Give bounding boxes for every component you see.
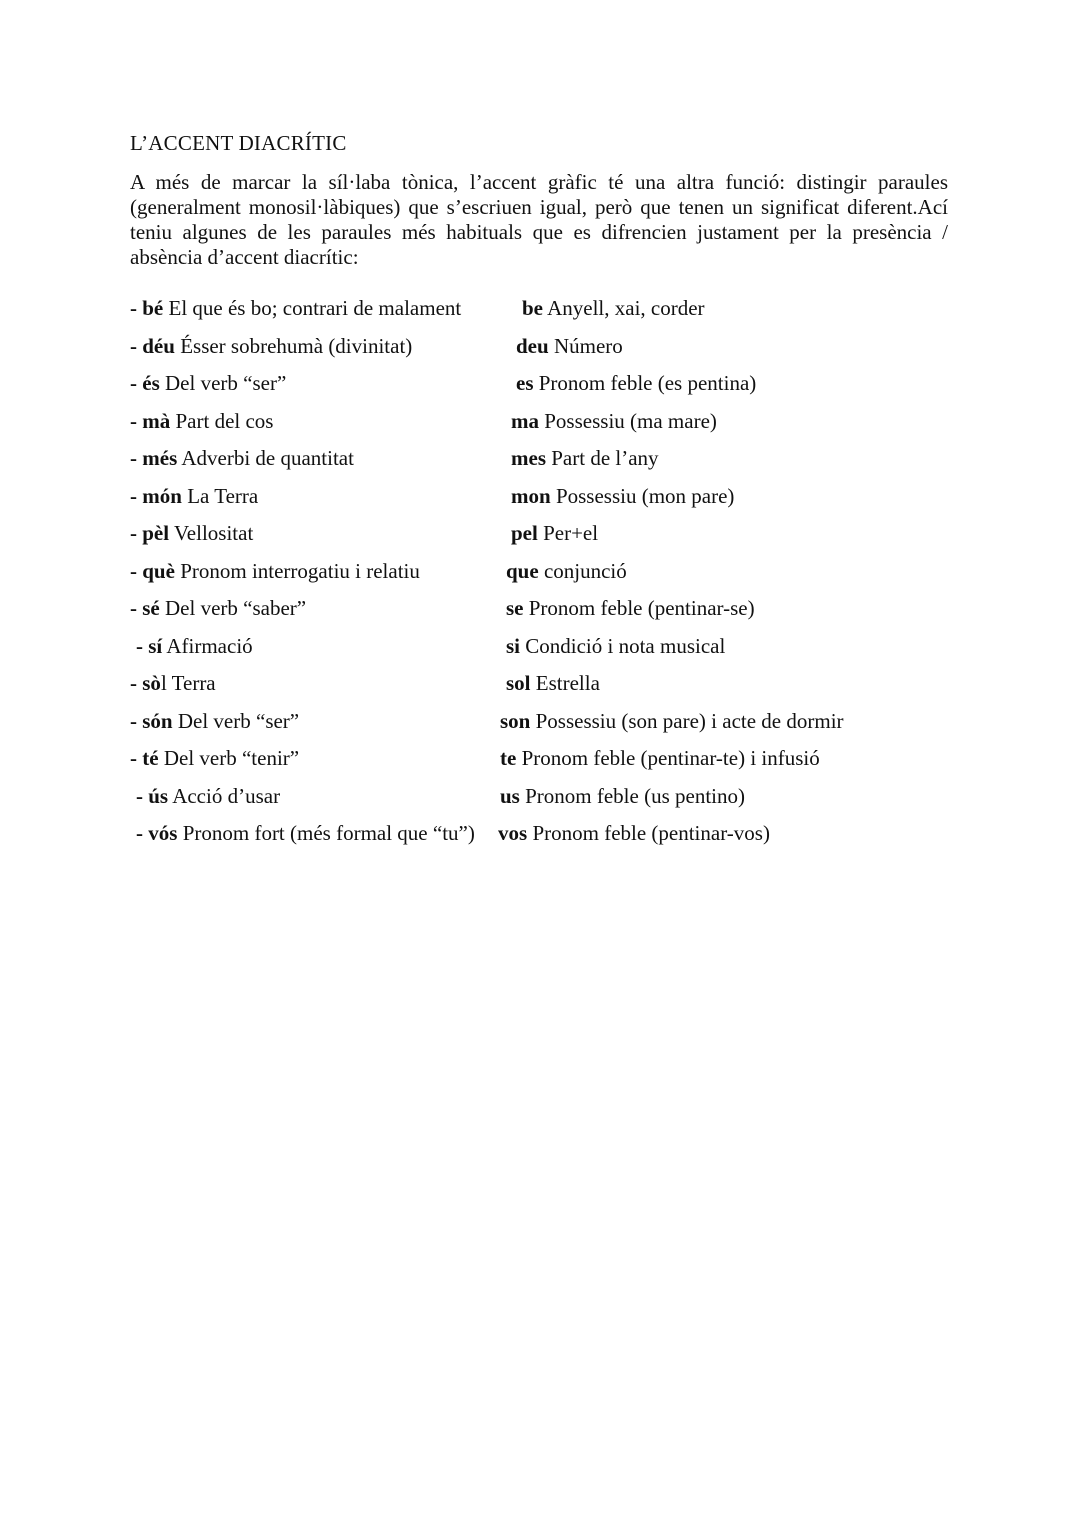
- pair-row: [130, 481, 948, 519]
- intro-paragraph: A més de marcar la síl·laba tònica, l’accent gràfic té una altra funció: distingir paraules (generalment monosil·làbiques) que s’escriuen igual, però que tenen un significat diferent.Ací teniu algunes de les paraules més habituals que es difrencien justament per la presència / absència d’accent diacrític:: [130, 170, 948, 269]
- pair-row: [130, 518, 948, 556]
- accented-word: sí: [148, 633, 163, 658]
- accented-definition: Part del cos: [170, 408, 274, 433]
- plain-entry: [511, 406, 717, 436]
- accented-entry: - pèl Vellositat: [130, 521, 254, 545]
- plain-entry: [506, 668, 600, 698]
- accented-word: més: [142, 446, 178, 470]
- plain-entry: [522, 293, 705, 323]
- plain-definition: Per+el: [537, 521, 599, 545]
- pair-row: [130, 668, 948, 706]
- accented-entry: - món La Terra: [130, 483, 259, 508]
- plain-definition: Condició i nota musical: [520, 633, 726, 658]
- accented-definition: Vellositat: [169, 521, 254, 545]
- accented-definition: Del verb “saber”: [159, 596, 307, 620]
- plain-definition: conjunció: [538, 558, 627, 583]
- plain-definition: Pronom feble (pentinar-se): [523, 596, 755, 620]
- accented-word: déu: [142, 333, 175, 358]
- plain-definition: Pronom feble (es pentina): [533, 371, 757, 395]
- plain-entry: [506, 631, 725, 661]
- plain-word: te: [500, 746, 517, 770]
- plain-word: es: [516, 371, 534, 395]
- accented-definition: Afirmació: [162, 633, 253, 658]
- plain-entry: [500, 743, 820, 773]
- accented-entry: - bé El que és bo; contrari de malament: [130, 296, 462, 320]
- plain-entry: [511, 443, 659, 473]
- accented-word: té: [142, 746, 159, 770]
- plain-entry: [511, 481, 734, 511]
- accented-entry: - té Del verb “tenir”: [130, 746, 300, 770]
- accented-entry: - sòl Terra: [130, 671, 216, 695]
- pair-row: [130, 743, 948, 781]
- accented-definition: Del verb “tenir”: [158, 746, 300, 770]
- accented-word: sé: [142, 596, 160, 620]
- accented-word: món: [142, 483, 182, 508]
- accented-entry: - són Del verb “ser”: [130, 708, 300, 733]
- plain-word: mon: [511, 483, 551, 508]
- pair-row: [130, 406, 948, 444]
- plain-word: son: [500, 708, 531, 733]
- pair-row: [130, 331, 948, 369]
- pair-row: [130, 293, 948, 331]
- document-page: [130, 128, 948, 856]
- pair-row: [130, 706, 948, 744]
- pair-row: [130, 443, 948, 481]
- plain-definition: Pronom feble (us pentino): [519, 783, 745, 808]
- plain-entry: [516, 368, 756, 398]
- pair-row: [130, 368, 948, 406]
- plain-entry: [511, 518, 598, 548]
- plain-entry: [506, 593, 755, 623]
- plain-entry: [506, 556, 627, 586]
- plain-definition: Pronom feble (pentinar-te) i infusió: [516, 746, 820, 770]
- accented-entry: - és Del verb “ser”: [130, 371, 287, 395]
- plain-word: se: [506, 596, 524, 620]
- accented-word: ús: [148, 783, 169, 808]
- plain-word: ma: [511, 408, 539, 433]
- plain-word: us: [500, 783, 520, 808]
- plain-word: que: [506, 558, 539, 583]
- diacritic-pairs-list: [130, 293, 948, 856]
- plain-definition: Estrella: [530, 671, 600, 695]
- accented-word: són: [142, 708, 173, 733]
- pair-row: [130, 631, 948, 669]
- accented-definition: l Terra: [160, 671, 216, 695]
- accented-definition: Del verb “ser”: [159, 371, 287, 395]
- pair-row: [130, 593, 948, 631]
- pair-row: [130, 556, 948, 594]
- plain-entry: [498, 818, 770, 848]
- plain-word: deu: [516, 333, 549, 358]
- accented-word: sò: [142, 671, 161, 695]
- accented-word: és: [142, 371, 160, 395]
- plain-word: mes: [511, 446, 546, 470]
- accented-definition: Del verb “ser”: [172, 708, 300, 733]
- plain-entry: [500, 706, 844, 736]
- accented-entry: - déu Ésser sobrehumà (divinitat): [130, 333, 413, 358]
- accented-definition: Ésser sobrehumà (divinitat): [174, 333, 413, 358]
- accented-definition: El que és bo; contrari de malament: [163, 296, 462, 320]
- accented-definition: La Terra: [181, 483, 259, 508]
- accented-word: pèl: [142, 521, 170, 545]
- accented-word: vós: [148, 821, 178, 845]
- page-title: L’ACCENT DIACRÍTIC: [130, 131, 347, 155]
- plain-definition: Anyell, xai, corder: [543, 296, 705, 320]
- plain-definition: Possessiu (son pare) i acte de dormir: [530, 708, 844, 733]
- pair-row: [130, 781, 948, 819]
- plain-word: be: [522, 296, 543, 320]
- plain-definition: Possessiu (ma mare): [539, 408, 717, 433]
- plain-definition: Número: [548, 333, 623, 358]
- plain-entry: [516, 331, 623, 361]
- plain-entry: [500, 781, 745, 811]
- plain-word: si: [506, 633, 521, 658]
- pair-row: [130, 818, 948, 856]
- plain-definition: Part de l’any: [546, 446, 659, 470]
- accented-entry: - sé Del verb “saber”: [130, 596, 307, 620]
- accented-word: mà: [142, 408, 171, 433]
- accented-entry: - mà Part del cos: [130, 408, 274, 433]
- plain-definition: Pronom feble (pentinar-vos): [527, 821, 770, 845]
- accented-entry: - sí Afirmació: [136, 633, 253, 658]
- accented-word: bé: [142, 296, 164, 320]
- accented-entry: - ús Acció d’usar: [136, 783, 281, 808]
- accented-definition: Pronom interrogatiu i relatiu: [174, 558, 420, 583]
- plain-word: pel: [511, 521, 538, 545]
- accented-definition: Acció d’usar: [168, 783, 281, 808]
- accented-entry: - vós Pronom fort (més formal que “tu”): [136, 821, 475, 845]
- plain-definition: Possessiu (mon pare): [550, 483, 735, 508]
- accented-definition: Adverbi de quantitat: [177, 446, 354, 470]
- accented-entry: - què Pronom interrogatiu i relatiu: [130, 558, 420, 583]
- plain-word: sol: [506, 671, 531, 695]
- plain-word: vos: [498, 821, 528, 845]
- accented-entry: - més Adverbi de quantitat: [130, 446, 354, 470]
- accented-word: què: [142, 558, 175, 583]
- accented-definition: Pronom fort (més formal que “tu”): [177, 821, 475, 845]
